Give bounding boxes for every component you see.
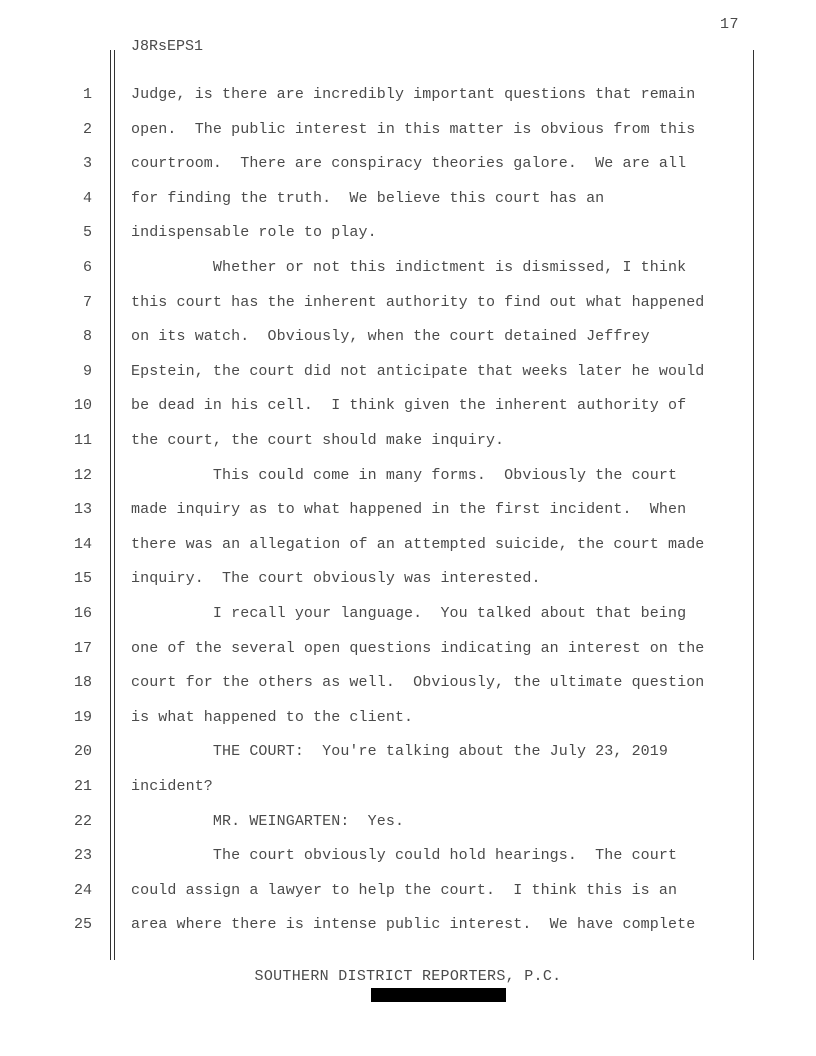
transcript-line (0, 500, 816, 520)
transcript-line (0, 396, 816, 416)
line-text: made inquiry as to what happened in the first incident. When (131, 501, 687, 519)
transcript-line (0, 569, 816, 589)
transcript-line (0, 466, 816, 486)
transcript-line (0, 223, 816, 243)
line-text: the court, the court should make inquiry. (131, 432, 505, 449)
transcript-line (0, 258, 816, 278)
line-number: 2 (82, 120, 92, 138)
transcript-line (0, 708, 816, 728)
document-id: J8RsEPS1 (131, 38, 204, 55)
line-number: 13 (73, 501, 92, 519)
line-text: court for the others as well. Obviously, the ultimate question (131, 674, 705, 692)
line-text: could assign a lawyer to help the court. I think this is an (131, 881, 678, 899)
transcript-line (0, 327, 816, 347)
line-text: be dead in his cell. I think given the inherent authority of (131, 397, 687, 415)
line-text: one of the several open questions indicating an interest on the (131, 639, 705, 657)
line-text: This could come in many forms. Obviously the court (131, 466, 678, 484)
transcript-line (0, 812, 816, 832)
line-text: inquiry. The court obviously was interested. (131, 570, 541, 588)
line-number: 11 (73, 432, 92, 449)
line-text: incident? (131, 778, 213, 795)
line-text: there was an allegation of an attempted suicide, the court made (131, 535, 705, 553)
line-number: 20 (73, 743, 92, 761)
line-number: 6 (82, 259, 92, 276)
transcript-line (0, 85, 816, 105)
line-text: open. The public interest in this matter is obvious from this (131, 120, 696, 138)
page-number: 17 (719, 16, 739, 33)
transcript-line (0, 535, 816, 555)
line-text: Whether or not this indictment is dismissed, I think (131, 259, 687, 276)
line-text: MR. WEINGARTEN: Yes. (131, 812, 405, 830)
line-number: 7 (82, 293, 92, 311)
line-text: THE COURT: You're talking about the July 23, 2019 (131, 743, 668, 761)
footer-reporter: SOUTHERN DISTRICT REPORTERS, P.C. (254, 968, 562, 985)
line-number: 9 (82, 362, 92, 380)
line-text: area where there is intense public interest. We have complete (131, 916, 696, 934)
line-number: 16 (73, 605, 92, 622)
line-text: Epstein, the court did not anticipate that weeks later he would (131, 362, 705, 380)
line-text: courtroom. There are conspiracy theories galore. We are all (131, 155, 687, 173)
line-text: this court has the inherent authority to find out what happened (131, 293, 705, 311)
line-number: 10 (73, 397, 92, 415)
transcript-line (0, 431, 816, 451)
line-text: I recall your language. You talked about that being (131, 605, 687, 622)
transcript-line (0, 846, 816, 866)
transcript-line (0, 915, 816, 935)
line-number: 3 (82, 155, 92, 173)
line-number: 18 (73, 674, 92, 692)
line-number: 21 (73, 778, 92, 795)
line-number: 17 (73, 639, 92, 657)
line-number: 24 (73, 881, 92, 899)
line-text: is what happened to the client. (131, 708, 414, 726)
line-number: 1 (82, 86, 92, 103)
transcript-line (0, 362, 816, 382)
line-number: 22 (73, 812, 92, 830)
transcript-line (0, 881, 816, 901)
transcript-line (0, 293, 816, 313)
redaction-bar (371, 988, 506, 1002)
transcript-line (0, 189, 816, 209)
line-text: Judge, is there are incredibly important questions that remain (131, 86, 696, 103)
line-number: 14 (73, 535, 92, 553)
transcript-line (0, 742, 816, 762)
transcript-line (0, 639, 816, 659)
transcript-line (0, 673, 816, 693)
line-number: 5 (82, 224, 92, 242)
transcript-line (0, 120, 816, 140)
line-text: indispensable role to play. (131, 224, 377, 242)
line-text: for finding the truth. We believe this court has an (131, 189, 605, 207)
line-number: 12 (73, 466, 92, 484)
line-number: 15 (73, 570, 92, 588)
line-text: on its watch. Obviously, when the court detained Jeffrey (131, 328, 650, 346)
transcript-line (0, 604, 816, 624)
transcript-line (0, 777, 816, 797)
line-number: 23 (73, 847, 92, 865)
line-number: 19 (73, 708, 92, 726)
line-text: The court obviously could hold hearings. The court (131, 847, 678, 865)
line-number: 4 (82, 189, 92, 207)
transcript-line (0, 154, 816, 174)
line-number: 8 (82, 328, 92, 346)
line-number: 25 (73, 916, 92, 934)
